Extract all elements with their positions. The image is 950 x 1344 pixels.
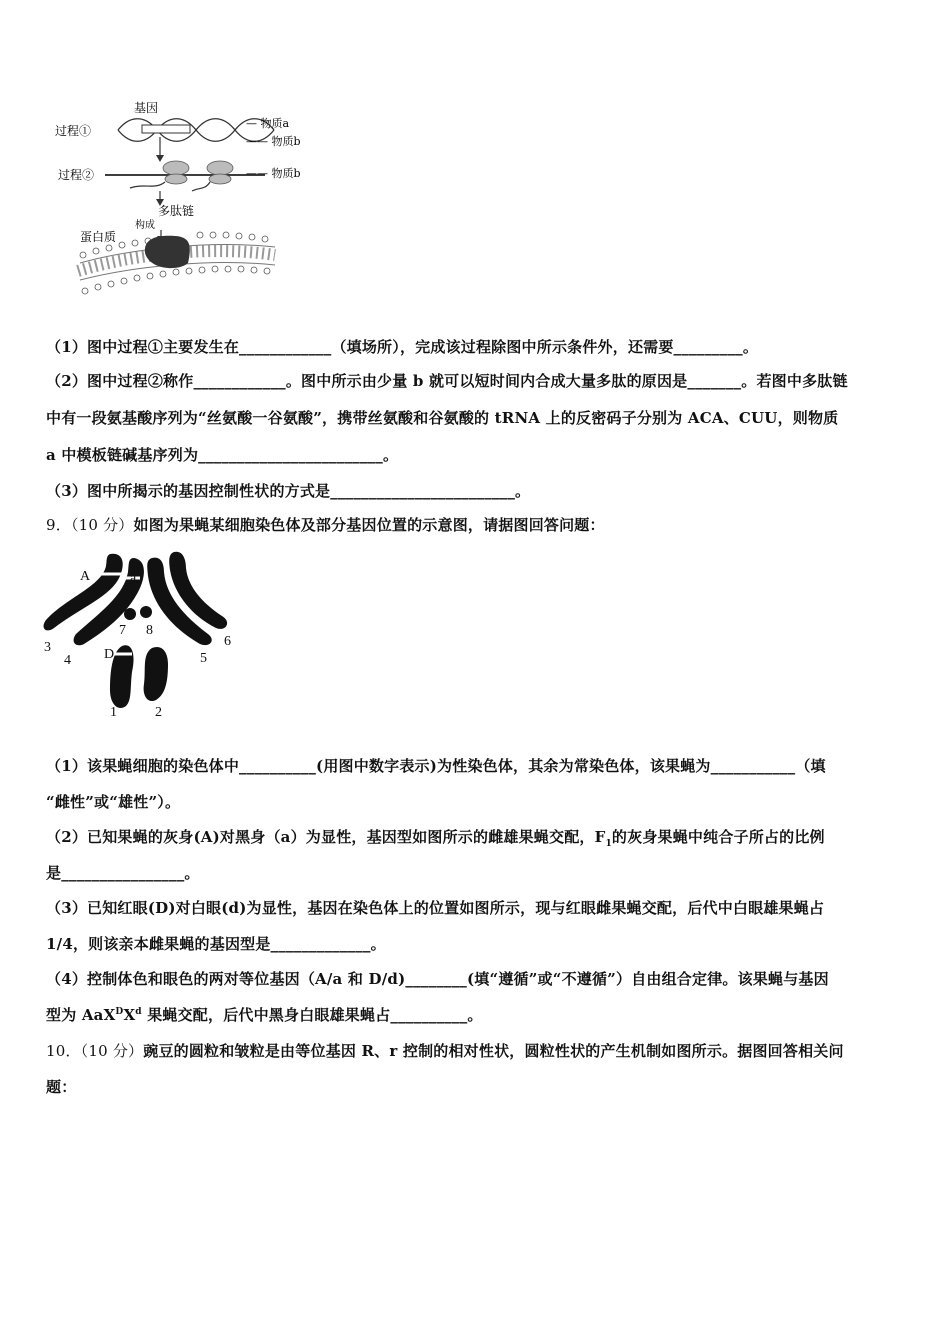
chromosome-8 bbox=[140, 606, 152, 618]
q9-part1-line1: （1）该果蝇细胞的染色体中__________(用图中数字表示)为性染色体，其余为常染色体，该果蝇为___________（填 bbox=[46, 757, 826, 775]
q9-part1-line2: “雌性”或“雄性”）。 bbox=[46, 793, 181, 811]
chromosome-label-2: 2 bbox=[155, 705, 162, 720]
q9-part3-line2: 1/4，则该亲本雌果蝇的基因型是_____________。 bbox=[46, 935, 386, 953]
q9-part2-line1: （2）已知果蝇的灰身(A)对黑身（a）为显性，基因型如图所示的雌雄果蝇交配，$F_1$的灰身果蝇中纯合子所占的比例 bbox=[46, 828, 825, 849]
chromosome-label-3: 3 bbox=[44, 640, 51, 655]
q10-stem-text: 豌豆的圆粒和皱粒是由等位基因 R、r 控制的相对性状，圆粒性状的产生机制如图所示。据图回答相关问 bbox=[143, 1042, 844, 1060]
q9-part3-line1: （3）已知红眼(D)对白眼(d)为显性，基因在染色体上的位置如图所示，现与红眼雌果蝇交配，后代中白眼雄果蝇占 bbox=[46, 899, 825, 917]
process1-label: 过程① bbox=[55, 124, 92, 138]
gene-label: 基因 bbox=[134, 101, 159, 115]
process2-label: 过程② bbox=[58, 168, 95, 182]
q10-number: 10．（10 分） bbox=[46, 1042, 144, 1060]
compose-label: 构成 bbox=[135, 220, 155, 231]
chromosome-2 bbox=[144, 647, 168, 701]
q9-part2-line2: 是________________。 bbox=[46, 864, 200, 882]
gene-label-A: A bbox=[80, 569, 91, 584]
protein-label: 蛋白质 bbox=[80, 230, 117, 244]
chromosome-label-7: 7 bbox=[119, 623, 126, 638]
q9-part4-line1: （4）控制体色和眼色的两对等位基因（A/a 和 D/d)________(填“遵循”或“不遵循”）自由组合定律。该果蝇与基因 bbox=[46, 970, 829, 988]
q8-part1: （1）图中过程①主要发生在____________（填场所），完成该过程除图中所示条件外，还需要_________。 bbox=[46, 338, 759, 356]
substance-a-label: — 物质a bbox=[246, 117, 290, 130]
q9-stem-text: 如图为果蝇某细胞染色体及部分基因位置的示意图，请据图回答问题： bbox=[133, 516, 605, 534]
chromosome-label-6: 6 bbox=[224, 634, 231, 649]
chromosome-7 bbox=[124, 608, 136, 620]
chromosome-label-8: 8 bbox=[146, 623, 153, 638]
polypeptide-label: 多肽链 bbox=[158, 204, 195, 218]
chromosome-label-1: 1 bbox=[110, 705, 117, 720]
q9-number: 9．（10 分） bbox=[46, 516, 134, 534]
gene-label-a: a bbox=[130, 571, 137, 586]
gene-expression-figure bbox=[50, 95, 320, 310]
substance-b-label-1: —— 物质b bbox=[246, 135, 301, 148]
chromosome-figure bbox=[40, 548, 250, 728]
substance-b-label-2: —— 物质b bbox=[246, 167, 301, 180]
chromosome-label-4: 4 bbox=[64, 653, 71, 668]
ribosomes bbox=[163, 161, 233, 184]
q8-part2-line3: a 中模板链碱基序列为________________________。 bbox=[46, 446, 399, 464]
q9-part4-line2: 型为 $AaX^DX^d$ 果蝇交配，后代中黑身白眼雄果蝇占__________。 bbox=[46, 1006, 483, 1024]
q10-stem-line2: 题： bbox=[46, 1078, 77, 1096]
q8-part2-line1: （2）图中过程②称作____________。图中所示由少量 b 就可以短时间内合成大量多肽的原因是_______。若图中多肽链 bbox=[46, 372, 848, 390]
q8-part3: （3）图中所揭示的基因控制性状的方式是________________________。 bbox=[46, 482, 531, 500]
q10-stem bbox=[46, 1040, 844, 1061]
gene-label-D: D bbox=[104, 647, 115, 662]
q9-stem bbox=[46, 514, 605, 535]
chromosome-label-5: 5 bbox=[200, 651, 207, 666]
q8-part2-line2: 中有一段氨基酸序列为“丝氨酸一谷氨酸”，携带丝氨酸和谷氨酸的 tRNA 上的反密码子分别为 ACA、CUU，则物质 bbox=[46, 409, 839, 427]
